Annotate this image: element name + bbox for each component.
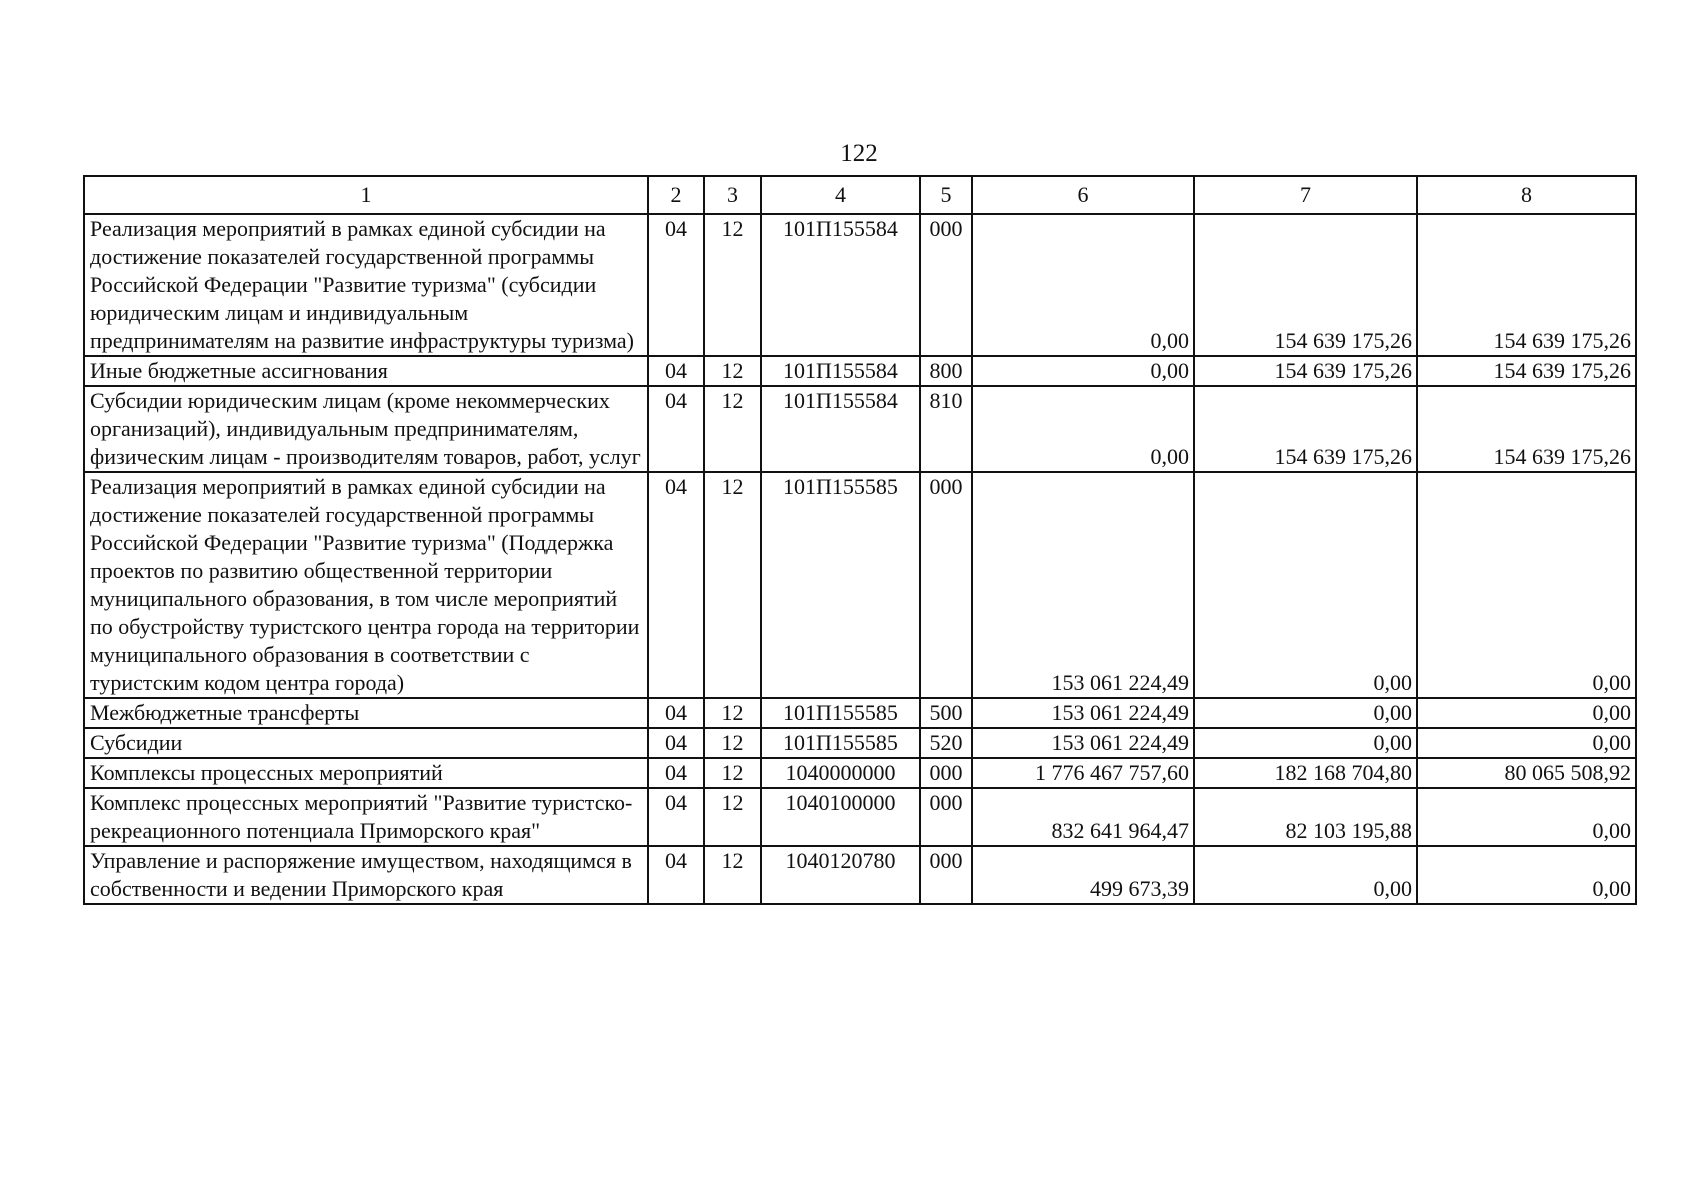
row-amount-6: 1 776 467 757,60 bbox=[972, 758, 1194, 788]
row-subsection: 12 bbox=[704, 698, 761, 728]
header-cell: 8 bbox=[1417, 176, 1636, 214]
row-amount-8: 0,00 bbox=[1417, 698, 1636, 728]
row-subsection: 12 bbox=[704, 728, 761, 758]
row-name: Иные бюджетные ассигнования bbox=[84, 356, 648, 386]
row-amount-6: 499 673,39 bbox=[972, 846, 1194, 904]
row-target-code: 101П155585 bbox=[761, 698, 920, 728]
row-subsection: 12 bbox=[704, 472, 761, 698]
row-section: 04 bbox=[648, 758, 704, 788]
budget-table bbox=[83, 175, 1637, 905]
row-amount-7: 154 639 175,26 bbox=[1194, 386, 1417, 472]
row-name: Управление и распоряжение имуществом, находящимся в собственности и ведении Приморского края bbox=[84, 846, 648, 904]
row-amount-8: 80 065 508,92 bbox=[1417, 758, 1636, 788]
row-subsection: 12 bbox=[704, 386, 761, 472]
row-amount-8: 154 639 175,26 bbox=[1417, 356, 1636, 386]
row-subsection: 12 bbox=[704, 356, 761, 386]
row-amount-8: 0,00 bbox=[1417, 728, 1636, 758]
row-expense-type: 800 bbox=[920, 356, 972, 386]
row-expense-type: 000 bbox=[920, 214, 972, 356]
row-amount-7: 0,00 bbox=[1194, 728, 1417, 758]
row-name: Реализация мероприятий в рамках единой субсидии на достижение показателей государственной программы Российской Федерации "Развитие туризма" (субсидии юридическим лицам и индивидуальным предпринимателям на развитие инфраструктуры туризма) bbox=[84, 214, 648, 356]
row-amount-6: 153 061 224,49 bbox=[972, 728, 1194, 758]
row-amount-7: 154 639 175,26 bbox=[1194, 356, 1417, 386]
page-number: 122 bbox=[840, 140, 878, 167]
row-subsection: 12 bbox=[704, 788, 761, 846]
row-expense-type: 000 bbox=[920, 846, 972, 904]
row-amount-6: 0,00 bbox=[972, 356, 1194, 386]
row-amount-7: 0,00 bbox=[1194, 472, 1417, 698]
row-section: 04 bbox=[648, 356, 704, 386]
row-section: 04 bbox=[648, 386, 704, 472]
table-row bbox=[84, 728, 1636, 758]
header-cell: 2 bbox=[648, 176, 704, 214]
header-cell: 5 bbox=[920, 176, 972, 214]
row-section: 04 bbox=[648, 728, 704, 758]
row-expense-type: 520 bbox=[920, 728, 972, 758]
row-amount-6: 153 061 224,49 bbox=[972, 698, 1194, 728]
row-name: Реализация мероприятий в рамках единой субсидии на достижение показателей государственной программы Российской Федерации "Развитие туризма" (Поддержка проектов по развитию общественной территории муниципального образования, в том числе мероприятий по обустройству туристского центра города на территории муниципального образования в соответствии с туристским кодом центра города) bbox=[84, 472, 648, 698]
table-row bbox=[84, 356, 1636, 386]
row-expense-type: 500 bbox=[920, 698, 972, 728]
row-target-code: 101П155584 bbox=[761, 214, 920, 356]
row-expense-type: 000 bbox=[920, 472, 972, 698]
header-cell: 1 bbox=[84, 176, 648, 214]
row-name: Межбюджетные трансферты bbox=[84, 698, 648, 728]
row-subsection: 12 bbox=[704, 214, 761, 356]
row-target-code: 101П155584 bbox=[761, 386, 920, 472]
row-subsection: 12 bbox=[704, 846, 761, 904]
table-row bbox=[84, 698, 1636, 728]
row-expense-type: 000 bbox=[920, 758, 972, 788]
row-amount-6: 0,00 bbox=[972, 214, 1194, 356]
row-section: 04 bbox=[648, 846, 704, 904]
row-name: Субсидии bbox=[84, 728, 648, 758]
header-cell: 7 bbox=[1194, 176, 1417, 214]
row-target-code: 101П155585 bbox=[761, 728, 920, 758]
table-row bbox=[84, 472, 1636, 698]
row-amount-6: 832 641 964,47 bbox=[972, 788, 1194, 846]
row-amount-7: 182 168 704,80 bbox=[1194, 758, 1417, 788]
row-amount-8: 154 639 175,26 bbox=[1417, 386, 1636, 472]
row-amount-8: 0,00 bbox=[1417, 788, 1636, 846]
row-amount-6: 153 061 224,49 bbox=[972, 472, 1194, 698]
header-cell: 6 bbox=[972, 176, 1194, 214]
row-section: 04 bbox=[648, 788, 704, 846]
row-amount-7: 0,00 bbox=[1194, 698, 1417, 728]
row-amount-7: 0,00 bbox=[1194, 846, 1417, 904]
table-row bbox=[84, 846, 1636, 904]
row-name: Комплекс процессных мероприятий "Развитие туристско-рекреационного потенциала Приморского края" bbox=[84, 788, 648, 846]
row-target-code: 1040120780 bbox=[761, 846, 920, 904]
row-name: Субсидии юридическим лицам (кроме некоммерческих организаций), индивидуальным предпринимателям, физическим лицам - производителям товаров, работ, услуг bbox=[84, 386, 648, 472]
row-target-code: 1040000000 bbox=[761, 758, 920, 788]
row-target-code: 1040100000 bbox=[761, 788, 920, 846]
row-amount-8: 154 639 175,26 bbox=[1417, 214, 1636, 356]
row-amount-8: 0,00 bbox=[1417, 472, 1636, 698]
row-name: Комплексы процессных мероприятий bbox=[84, 758, 648, 788]
row-expense-type: 810 bbox=[920, 386, 972, 472]
table-row bbox=[84, 386, 1636, 472]
row-subsection: 12 bbox=[704, 758, 761, 788]
table-header-row bbox=[84, 176, 1636, 214]
table-row bbox=[84, 788, 1636, 846]
row-amount-7: 82 103 195,88 bbox=[1194, 788, 1417, 846]
header-cell: 4 bbox=[761, 176, 920, 214]
row-section: 04 bbox=[648, 214, 704, 356]
row-section: 04 bbox=[648, 472, 704, 698]
row-amount-6: 0,00 bbox=[972, 386, 1194, 472]
row-section: 04 bbox=[648, 698, 704, 728]
row-amount-7: 154 639 175,26 bbox=[1194, 214, 1417, 356]
row-amount-8: 0,00 bbox=[1417, 846, 1636, 904]
table-row bbox=[84, 214, 1636, 356]
row-expense-type: 000 bbox=[920, 788, 972, 846]
table-row bbox=[84, 758, 1636, 788]
row-target-code: 101П155584 bbox=[761, 356, 920, 386]
header-cell: 3 bbox=[704, 176, 761, 214]
row-target-code: 101П155585 bbox=[761, 472, 920, 698]
